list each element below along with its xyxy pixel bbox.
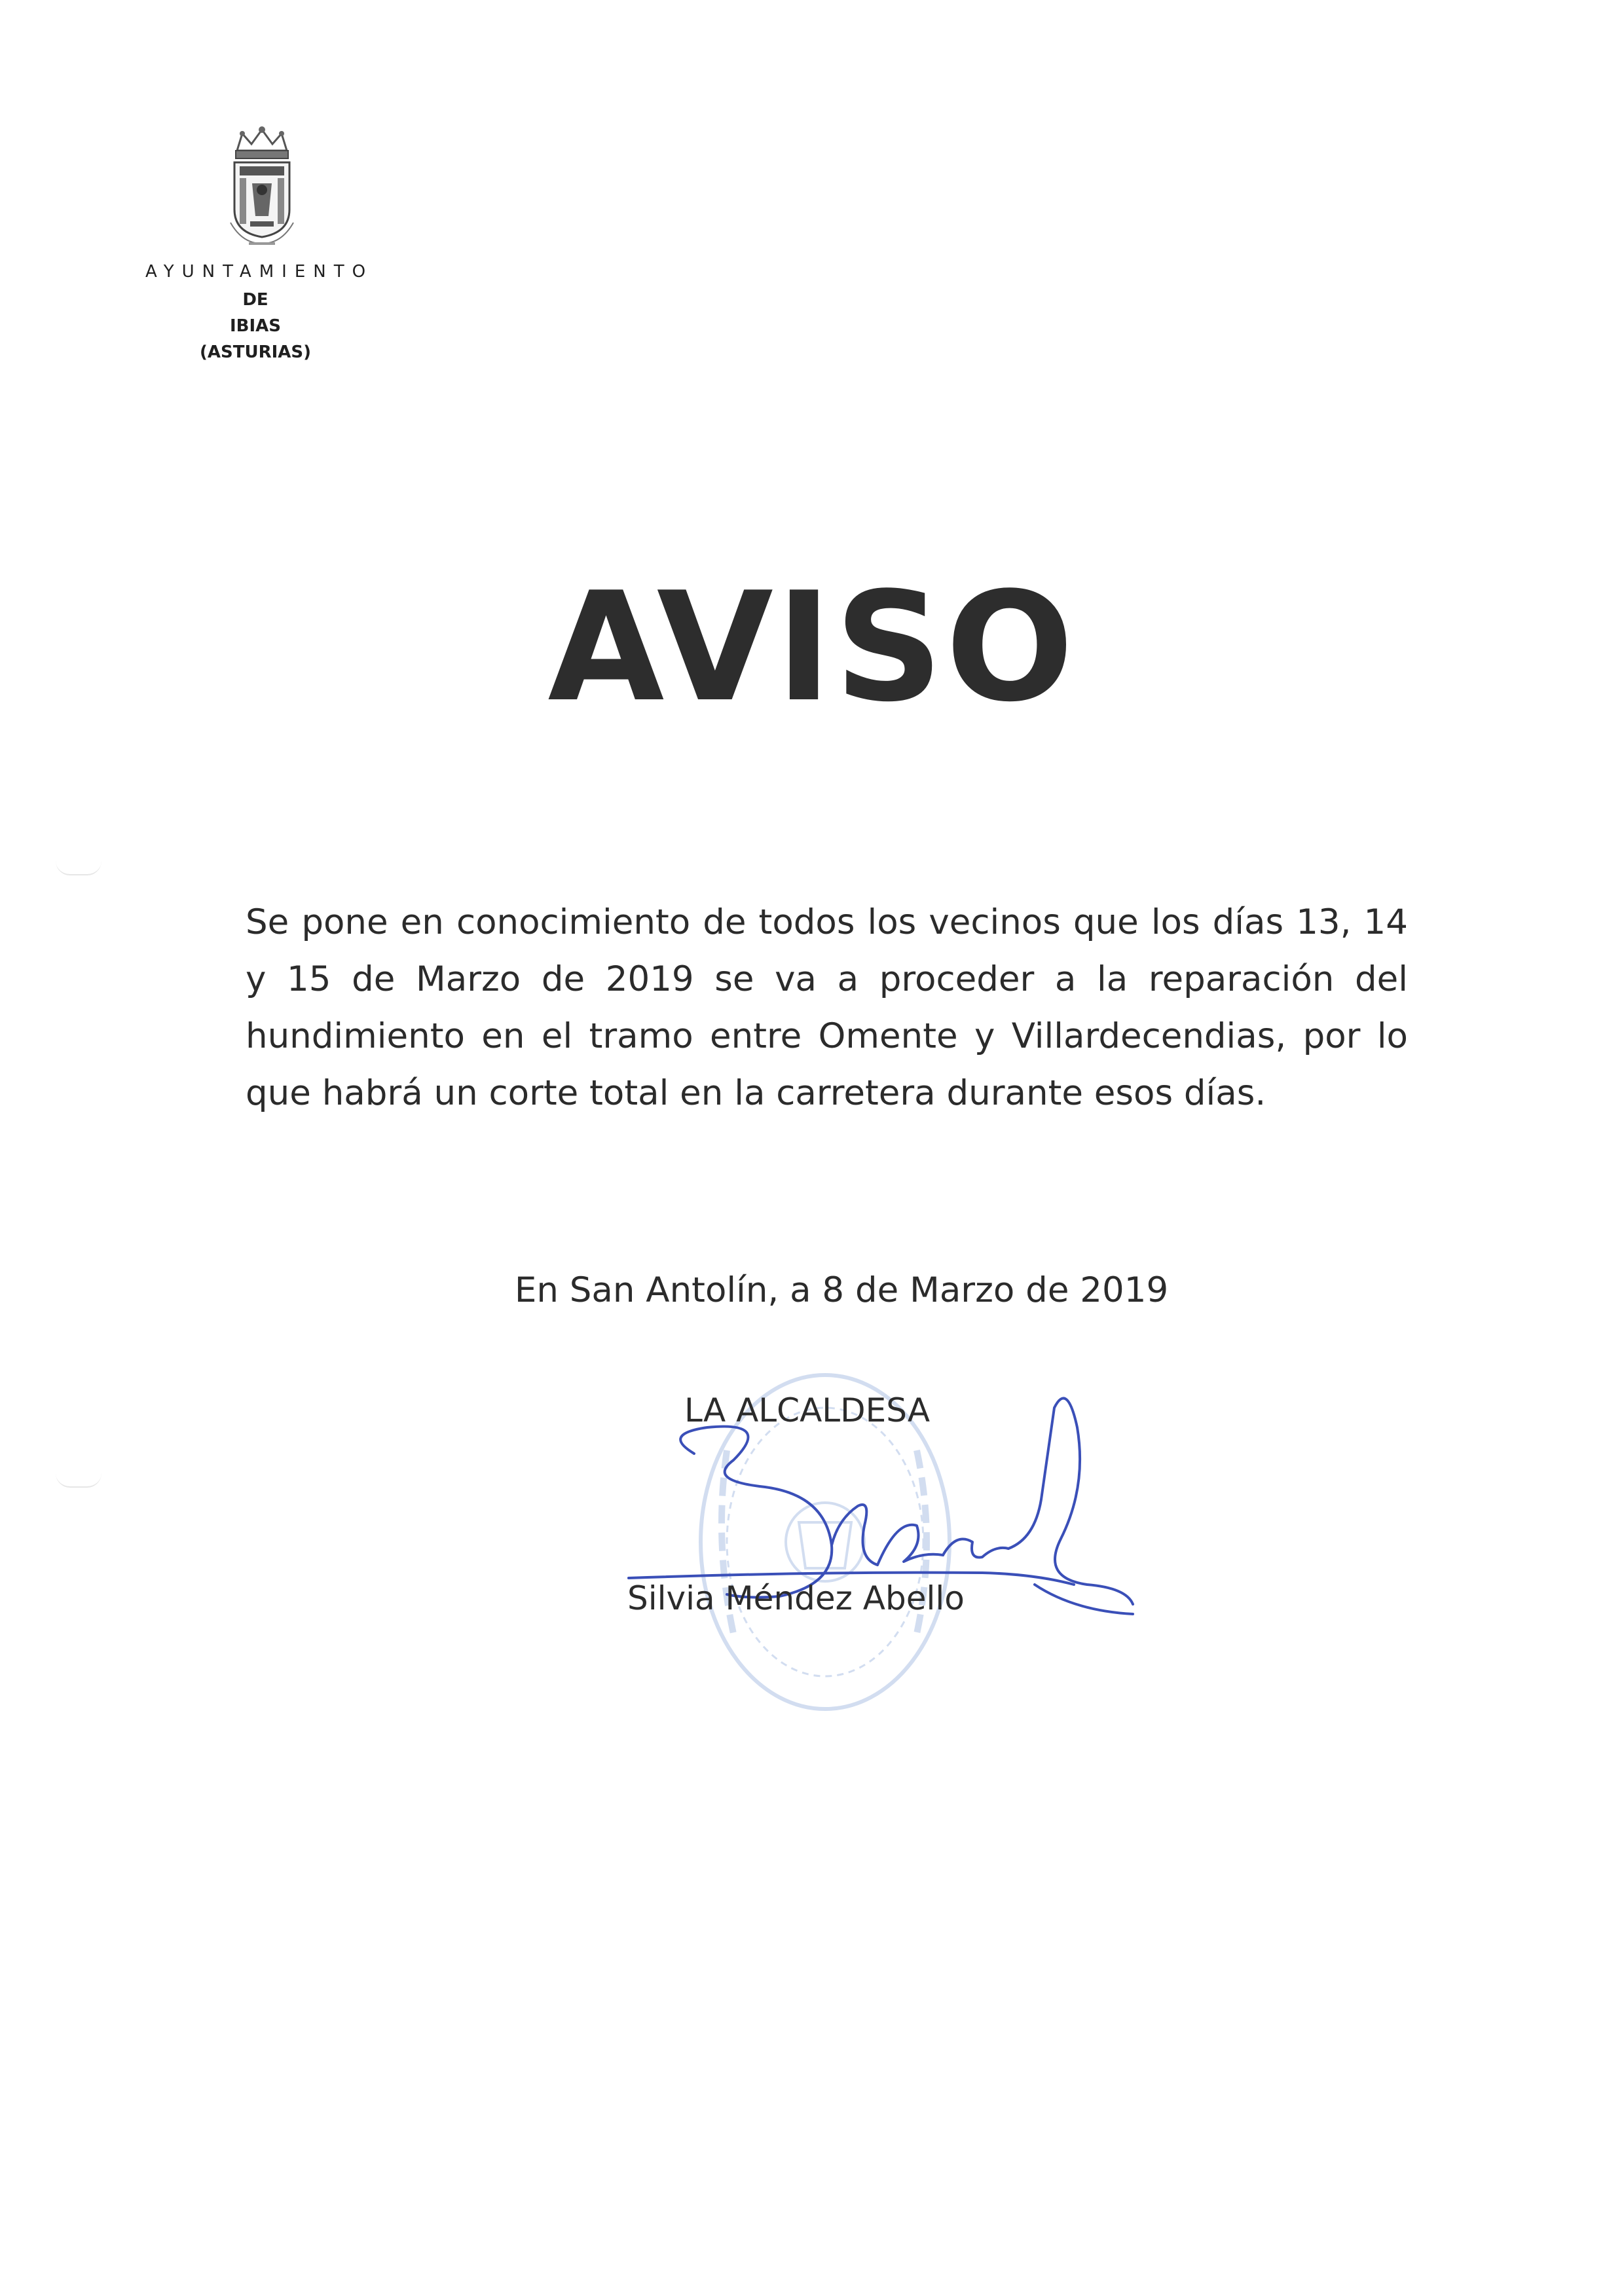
letterhead (98, 257, 413, 365)
notice-body: Se pone en conocimiento de todos los vecinos que los días 13, 14 y 15 de Marzo de 2019 se va a proceder a la reparación del hundimiento en el tramo entre Omente y Villardecendias, por lo que habrá un corte total en la carretera durante esos días. (246, 902, 1408, 1113)
signer-role: LA ALCALDESA (684, 1391, 931, 1429)
coat-of-arms-icon (223, 124, 301, 249)
org-region: (ASTURIAS) (199, 342, 311, 362)
org-name: AYUNTAMIENTO (145, 262, 374, 282)
org-preposition: DE (242, 290, 268, 310)
signer-name: Silvia Méndez Abello (627, 1579, 965, 1617)
scan-artifact (56, 1473, 101, 1488)
scan-artifact (56, 861, 101, 875)
notice-title: AVISO (547, 560, 1077, 735)
place-date: En San Antolín, a 8 de Marzo de 2019 (514, 1270, 1169, 1310)
org-municipality: IBIAS (229, 316, 281, 336)
